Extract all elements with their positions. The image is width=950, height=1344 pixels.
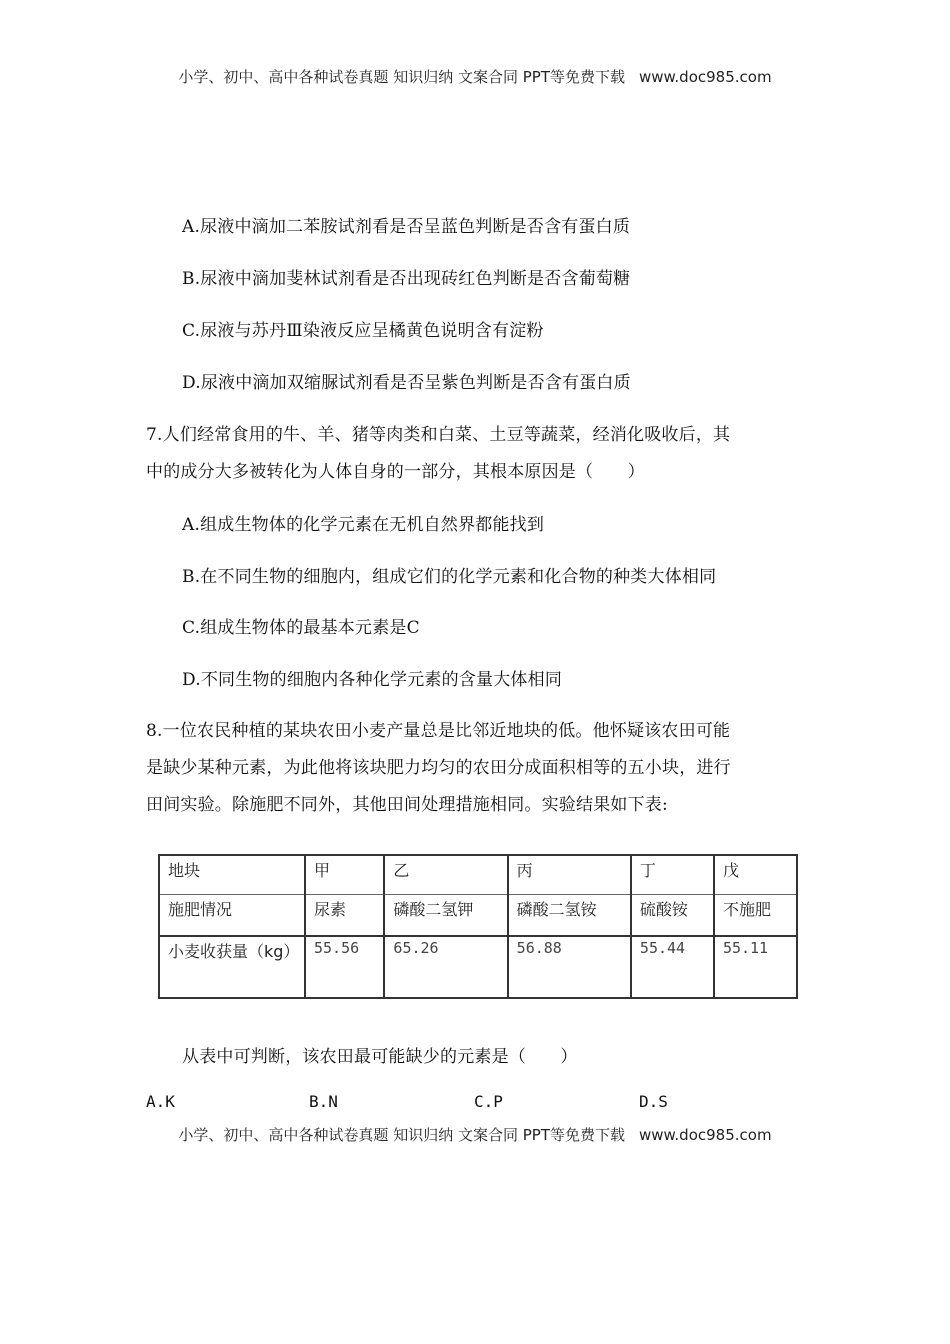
table-cell: 55.11 [714,936,797,998]
q8-stem-line-2: 是缺少某种元素，为此他将该块肥力均匀的农田分成面积相等的五小块，进行 [146,758,731,778]
table-cell: 55.44 [631,936,714,998]
page-header [0,66,950,87]
q8-answer-b: B.N [309,1092,338,1111]
q8-stem-line-1: 8.一位农民种植的某块农田小麦产量总是比邻近地块的低。他怀疑该农田可能 [146,721,731,741]
q8-answer-d: D.S [639,1092,668,1111]
footer-text: 小学、初中、高中各种试卷真题 知识归纳 文案合同 PPT等免费下载 [178,1126,625,1144]
table-cell: 丁 [631,855,714,895]
q6-option-c: C.尿液与苏丹Ⅲ染液反应呈橘黄色说明含有淀粉 [182,321,544,341]
table-cell: 丙 [508,855,631,895]
table-cell: 戊 [714,855,797,895]
table-cell: 小麦收获量（kg） [159,936,305,998]
page-footer [0,1124,950,1145]
q7-option-c: C.组成生物体的最基本元素是C [182,618,420,638]
table-cell: 甲 [305,855,384,895]
fertilizer-results-table [158,854,798,999]
footer-url-link[interactable]: www.doc985.com [638,1126,772,1144]
q7-option-b: B.在不同生物的细胞内，组成它们的化学元素和化合物的种类大体相同 [182,567,717,587]
header-url-link[interactable]: www.doc985.com [638,68,772,86]
table-cell: 磷酸二氢铵 [508,895,631,937]
q8-stem-line-3: 田间实验。除施肥不同外，其他田间处理措施相同。实验结果如下表: [146,795,668,815]
q7-stem-line-2: 中的成分大多被转化为人体自身的一部分，其根本原因是（ ） [146,462,645,482]
table-row [159,936,797,998]
table-row [159,855,797,895]
q8-answer-c: C.P [474,1092,503,1111]
table-cell: 磷酸二氢钾 [384,895,507,937]
q8-question: 从表中可判断，该农田最可能缺少的元素是（ ） [182,1047,578,1067]
table-cell: 不施肥 [714,895,797,937]
table-row [159,895,797,937]
q7-stem-line-1: 7.人们经常食用的牛、羊、猪等肉类和白菜、土豆等蔬菜，经消化吸收后，其 [146,425,731,445]
table-cell: 56.88 [508,936,631,998]
table-cell: 地块 [159,855,305,895]
table-cell: 施肥情况 [159,895,305,937]
table-cell: 尿素 [305,895,384,937]
table-cell: 硫酸铵 [631,895,714,937]
q8-answer-a: A.K [146,1092,175,1111]
q6-option-d: D.尿液中滴加双缩脲试剂看是否呈紫色判断是否含有蛋白质 [182,373,631,393]
header-text: 小学、初中、高中各种试卷真题 知识归纳 文案合同 PPT等免费下载 [178,68,625,86]
q6-option-b: B.尿液中滴加斐林试剂看是否出现砖红色判断是否含葡萄糖 [182,269,631,289]
table-cell: 65.26 [384,936,507,998]
table-cell: 55.56 [305,936,384,998]
q6-option-a: A.尿液中滴加二苯胺试剂看是否呈蓝色判断是否含有蛋白质 [182,217,631,237]
q7-option-d: D.不同生物的细胞内各种化学元素的含量大体相同 [182,670,563,690]
table-cell: 乙 [384,855,507,895]
q7-option-a: A.组成生物体的化学元素在无机自然界都能找到 [182,515,545,535]
